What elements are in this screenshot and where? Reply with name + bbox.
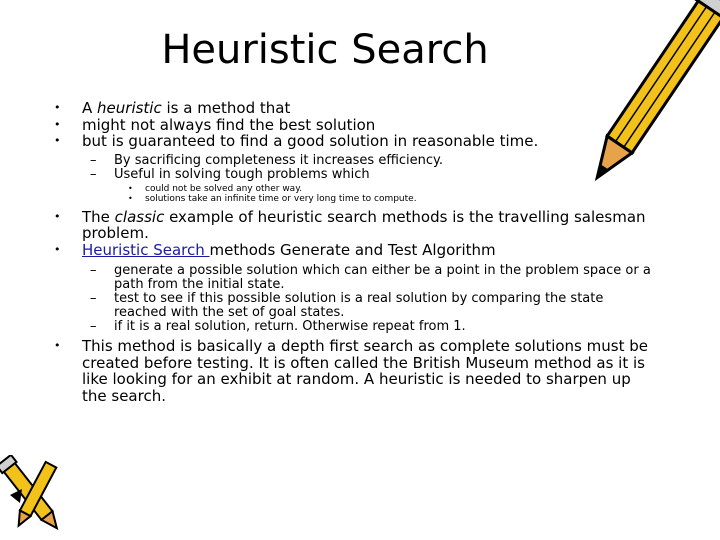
bullet-text: This method is basically a depth first search as complete solutions must be created before testing. It is often called the British Museum method as it is like looking for an exhibit at random. A heuristic is needed to sharpen up the search. bbox=[82, 337, 648, 405]
dash-marker: – bbox=[90, 152, 97, 168]
bullet-marker: • bbox=[128, 194, 133, 203]
bullet-marker: • bbox=[54, 101, 61, 114]
dash-marker: – bbox=[90, 263, 97, 278]
bullet-marker: • bbox=[54, 117, 61, 131]
text-span: A bbox=[82, 99, 98, 117]
bullet-generate-and-test bbox=[52, 242, 652, 259]
sub-sub-bullet-text: could not be solved any other way. bbox=[145, 183, 303, 194]
sub-bullet-text: generate a possible solution which can either be a point in the problem space or a path from the initial state. bbox=[114, 263, 651, 292]
sub-bullet-text: if it is a real solution, return. Otherwise repeat from 1. bbox=[114, 319, 466, 334]
text-span: example of heuristic search methods is the travelling salesman problem. bbox=[82, 207, 646, 242]
bullet-marker: • bbox=[54, 242, 61, 256]
dash-marker: – bbox=[90, 291, 97, 306]
sub-bullet-test bbox=[52, 292, 652, 320]
bullet-marker: • bbox=[54, 209, 61, 223]
dash-marker: – bbox=[90, 319, 97, 334]
pencil-bundle-icon bbox=[0, 455, 70, 540]
sub-bullet-return bbox=[52, 320, 652, 334]
sub-bullet-text: test to see if this possible solution is a real solution by comparing the state reached with the set of goal states. bbox=[114, 291, 604, 320]
sub-bullet-completeness bbox=[52, 154, 652, 168]
dash-marker: – bbox=[90, 166, 97, 182]
bullet-line bbox=[82, 100, 652, 117]
sub-sub-bullet-text: solutions take an infinite time or very long time to compute. bbox=[145, 194, 417, 204]
sub-sub-bullet-2 bbox=[52, 194, 652, 205]
bullet-heuristic-definition bbox=[52, 100, 652, 117]
bullet-text bbox=[82, 242, 652, 259]
emphasis-heuristic: heuristic bbox=[97, 99, 162, 117]
slide-body bbox=[52, 100, 652, 404]
bullet-marker: • bbox=[54, 134, 61, 147]
text-span: is a method that bbox=[161, 99, 291, 117]
bullet-marker: • bbox=[54, 339, 61, 352]
bullet-line-3 bbox=[52, 133, 652, 150]
pencil-clipart-icon bbox=[585, 0, 720, 205]
sub-sub-bullet-1 bbox=[52, 184, 652, 195]
sub-bullet-text: By sacrificing completeness it increases efficiency. bbox=[114, 152, 444, 168]
bullet-marker: • bbox=[128, 183, 133, 193]
bullet-line-2 bbox=[52, 117, 652, 134]
heuristic-search-link[interactable]: Heuristic Search bbox=[82, 240, 210, 259]
sub-bullet-text: Useful in solving tough problems which bbox=[114, 166, 370, 182]
bullet-travelling-salesman bbox=[52, 209, 652, 242]
bullet-line: might not always find the best solution bbox=[82, 115, 376, 134]
bullet-depth-first bbox=[52, 338, 652, 404]
emphasis-classic: classic bbox=[114, 207, 165, 226]
bullet-line: but is guaranteed to find a good solution in reasonable time. bbox=[82, 132, 539, 150]
text-span: methods Generate and Test Algorithm bbox=[209, 240, 496, 259]
sub-bullet-useful bbox=[52, 168, 652, 182]
bullet-text bbox=[82, 209, 652, 242]
text-span: The bbox=[82, 207, 115, 226]
sub-bullet-generate bbox=[52, 264, 652, 292]
slide-title: Heuristic Search bbox=[161, 27, 489, 73]
